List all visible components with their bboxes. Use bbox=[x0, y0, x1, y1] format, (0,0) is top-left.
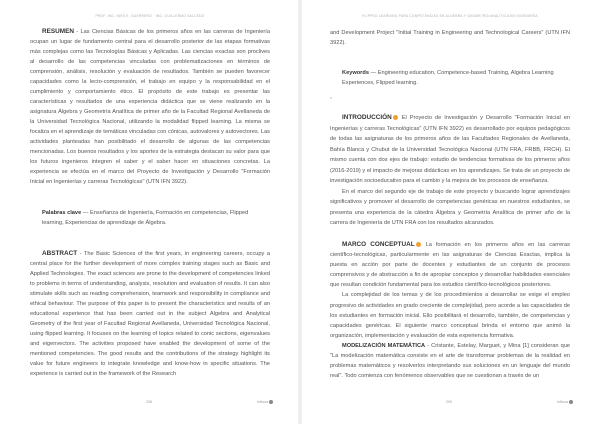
intro-p2: En el marco del segundo eje de trabajo de este proyecto y buscando lograr aprendizajes significativos y promover el desarrollo de competencias genéricas en nuestros estudiantes, se presenta una experiencia de la cátedra Álgebra y Geometría Analítica de primer año de la carrera de Ingeniería de UTN FRA con los resultados alcanzados. bbox=[330, 188, 570, 226]
keywords-text: — Engineering education, Competence-based Training, Algebra Learning Experiences, Flipped learning. bbox=[342, 70, 554, 86]
book-gutter bbox=[298, 0, 302, 424]
abstract-heading: ABSTRACT bbox=[42, 250, 78, 257]
orange-bullet-icon bbox=[416, 242, 421, 247]
abstract-text: - The Basic Sciences of the first years, in engineering careers, occupy a central place for the further development of more complex training stages such as Basic and Applied Technologies. The exact sciences are prone to the development of competencies linked to problems in terms of understanding, analysis, resolution and evaluation of results. It can also stimulate skills such as reading comprehension, teamwork and responsibility in compliance and ethical behaviour. The purpose of this paper is to present the characteristics and results of an educational experience that has been carried out in the subject Algebra and Analytical Geometry of the first year of Facultad Regional Avellaneda, Universidad Tecnológica Nacional, using flipped learning. It focuses on the learning of topics related to conic sections, eigenvalues and eigenvectors. The activities proposed have enabled the development of some of the mentioned competencies. The good results and the contributions of the strategy highlight its value for future engineers to integrate knowledge and know-how in specific situations. The experience is carried out in the framework of the Research bbox=[30, 251, 270, 377]
abstract-cont-text: and Development Project "Initial Training in Engineering and Technological Careers" (UTN IFN 3922). bbox=[330, 30, 570, 46]
marco-p2: La complejidad de los temas y de los procedimientos a desarrollar se exige el empleo progresivo de actividades en grado creciente de complejidad, pero acorde a las capacidades de los estudiantes en formación inicial. Ello posibilitará el desarrollo, también, de competencias y capacidades genéricas. El siguiente marco conceptual brinda el entorno que animó la organización, implementación y evaluación de esta experiencia formativa. bbox=[330, 292, 570, 339]
brand-logo-icon bbox=[569, 400, 573, 404]
abstract-section bbox=[30, 249, 270, 379]
keywords-text: — Enseñanza de Ingeniería, Formación en competencias, Flipped learning, Experiencias de aprendizaje de Álgebra. bbox=[42, 210, 249, 226]
abstract-continuation bbox=[330, 28, 570, 48]
page-number: 209 bbox=[446, 400, 452, 404]
keywords-label: Palabras clave bbox=[42, 210, 82, 216]
section-mark: » bbox=[330, 95, 333, 100]
resumen-text: - Las Ciencias Básicas de los primeros años en las carreras de Ingeniería ocupan un lugar de fundamento central para el desarrollo posterior de las etapas formativas más complejas como las Tecnologías Básicas y Aplicadas. Las ciencias exactas son proclives al desarrollo de las competencias vinculadas con problematizaciones en términos de comprensión, análisis, resolución y evaluación de resultados. También se pueden favorecer capacidades como la lecto-comprensión, el trabajo en equipo y la responsabilidad en el cumplimiento y comportamiento ético. El propósito de este trabajo es presentar las características y resultados de una experiencia didáctica que se viene realizando en la asignatura Álgebra y Geometría Analítica de primer año de la Facultad Regional Avellaneda de la Universidad Tecnológica Nacional, utilizando la modalidad flipped learning. La misma se focaliza en el aprendizaje de temáticas vinculadas con cónicas, autovalores y autovectores. Las actividades planteadas han posibilitado el desarrollo de algunas de las competencias mencionadas. Los buenos resultados y los aportes de la estrategia destacan su valor para que los futuros ingenieros integren el saber y el saber hacer en situaciones concretas. La experiencia se efectúa en el marco del Proyecto de Investigación y Desarrollo "Formación Inicial en Ingenierías y carreras Tecnológicas" (UTN IFN 3922). bbox=[30, 29, 270, 185]
page-number: 208 bbox=[146, 400, 152, 404]
keywords-es bbox=[42, 208, 262, 228]
resumen-heading: RESUMEN bbox=[42, 28, 74, 35]
right-page bbox=[300, 0, 600, 424]
footer-brand bbox=[233, 400, 273, 404]
brand-logo-icon bbox=[269, 400, 273, 404]
running-header: FLIPPED LEARNING PARA COMPETENCIAS EN ALGEBRA Y GEOMETRÍA ANALÍTICA EN INGENIERÍA bbox=[362, 14, 538, 18]
footer-brand bbox=[533, 400, 573, 404]
brand-text: InNova bbox=[256, 400, 268, 404]
marco-section bbox=[330, 240, 570, 381]
intro-p1: El Proyecto de Investigación y Desarrollo "Formación Inicial en Ingenierías y carreras Tecnológicas" (UTN IFN 3922) es desarrollado por equipos pedagógicos de todas las asignaturas de los primeros años de las Facultades Regionales de Avellaneda, Bahía Blanca y Chubut de la Universidad Tecnológica Nacional (UTN FRA, FRBB, FRCH). El mismo cuenta con dos ejes de trabajo: estudio de tendencias formativas de los primeros años (2016-2019) y el impacto de mejoras didácticas en los aprendizajes. Se trata de un proyecto de investigación socioeducativo para el cambio y la mejora de los procesos de enseñanza. bbox=[330, 115, 570, 184]
intro-heading: INTRODUCCIÓN bbox=[342, 114, 392, 121]
marco-heading: MARCO CONCEPTUAL bbox=[342, 241, 415, 248]
orange-bullet-icon bbox=[393, 115, 398, 120]
introduccion-section bbox=[330, 113, 570, 229]
model-heading: MODELIZACIÓN MATEMÁTICA bbox=[342, 342, 426, 349]
keywords-label: Keywords bbox=[342, 70, 369, 76]
marco-p1: La formación en los primeros años en las carreras científico-tecnológicas, particularmente en las asignaturas de Ciencias Exactas, implica la puesta en acción por parte de docentes y estudiantes de un conjunto de procesos comprensivos y de abstracción a fin de apropiar conceptos y desarrollar habilidades esenciales que resultan condición fundamental para los estudios científico-tecnológicos posteriores. bbox=[330, 242, 570, 289]
model-text: - Cristante, Estelay, Marguet, y Mina [1] consideran que "La modelización matemática consiste en el arte de transformar problemas de la realidad en problemas matemáticos y resolverlos interpretando sus soluciones en un lenguaje del mundo real". Todo comienza con fenómenos observables que se cuestionan a través de un bbox=[330, 342, 570, 380]
keywords-en bbox=[342, 68, 562, 88]
brand-text: InNova bbox=[556, 400, 568, 404]
resumen-section bbox=[30, 27, 270, 187]
running-header: PROF. ING. INES E. GUERRERO · ING. GUILLERMO SALCEDO bbox=[95, 14, 205, 18]
